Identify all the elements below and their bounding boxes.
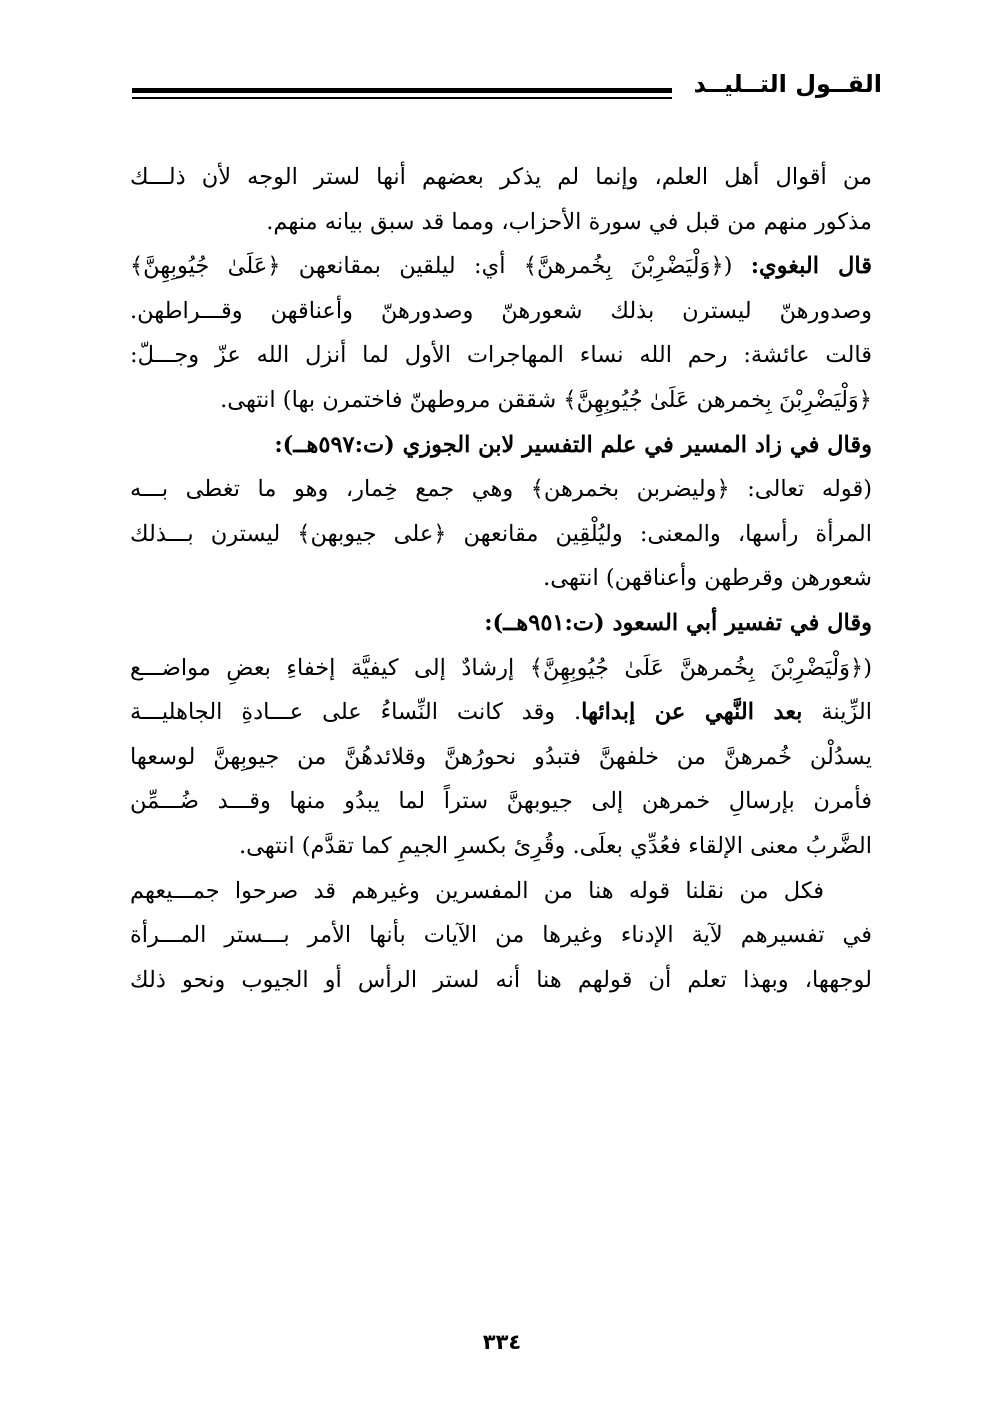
- emphasis-text: بعد النَّهي عن إبدائها: [581, 699, 803, 726]
- quote-source: قال البغوي:: [750, 253, 872, 280]
- body-line: في تفسيرهم لآية الإدناء وغيرها من الآيات بأنها الأمر بـــستر المـــرأة: [130, 922, 872, 949]
- body-line: شعورهن وقرطهن وأعناقهن) انتهى.: [543, 565, 872, 592]
- body-line: المرأة رأسها، والمعنى: وليُلْقِين مقانعهن ﴿على جيوبهن﴾ ليسترن بـــذلك: [130, 520, 872, 547]
- body-line: من أقوال أهل العلم، وإنما لم يذكر بعضهم أنها لستر الوجه لأن ذلـــك: [130, 164, 872, 190]
- body-line: ﴿وَلْيَضْرِبْنَ بِخمرهن عَلَىٰ جُيُوبِهِنَّ﴾ شققن مروطهنّ فاختمرن بها) انتهى.: [220, 386, 872, 413]
- section-heading: وقال في تفسير أبي السعود (ت:٩٥١هــ):: [484, 609, 872, 636]
- body-line: فأمرن بإرسالِ خمرهن إلى جيوبهنَّ ستراً لما يبدُو منها وقـــد ضُـــمِّن: [130, 788, 872, 815]
- running-header: [132, 68, 882, 118]
- section-heading: وقال في زاد المسير في علم التفسير لابن الجوزي (ت:٥٩٧هــ):: [274, 431, 872, 458]
- header-rule-thin: [132, 97, 672, 99]
- page-body: [130, 155, 872, 1002]
- body-line: يسدُلْن خُمرهنَّ من خلفهنَّ فتبدُو نحورُهنَّ وقلائدهُنَّ من جيوبِهنَّ لوسعها: [130, 743, 872, 770]
- body-line: قال البغوي: (﴿وَلْيَضْرِبْنَ بِخُمرهنَّ﴾ أي: ليلقين بمقانعهن ﴿عَلَىٰ جُيُوبِهِنَّ﴾: [130, 253, 872, 280]
- body-line: (﴿وَلْيَضْرِبْنَ بِخُمرهنَّ عَلَىٰ جُيُوبِهِنَّ﴾ إرشادٌ إلى كيفيَّة إخفاءِ بعضِ مواضـــع: [130, 654, 872, 681]
- body-line: قالت عائشة: رحم الله نساء المهاجرات الأول لما أنزل الله عزّ وجـــلّ:: [130, 342, 872, 369]
- page-number: ٣٣٤: [482, 1330, 522, 1354]
- body-line: الضَّربُ معنى الإلقاء فعُدِّي بعلَى. وقُرِئ بكسرِ الجيمِ كما تقدَّم) انتهى.: [239, 832, 872, 859]
- body-line: فكل من نقلنا قوله هنا من المفسرين وغيرهم قد صرحوا جمـــيعهم: [130, 877, 824, 904]
- body-line: الزِّينة بعد النَّهي عن إبدائها. وقد كانت النِّساءُ على عـــادةِ الجاهليـــة: [130, 699, 872, 726]
- body-line: لوجهها، وبهذا تعلم أن قولهم هنا أنه لستر الرأس أو الجيوب ونحو ذلك: [130, 966, 872, 993]
- header-rule: [132, 88, 672, 93]
- body-line: وصدورهنّ ليسترن بذلك شعورهنّ وصدورهنّ وأعناقهن وقـــراطهن.: [130, 297, 872, 324]
- body-line: مذكور منهم من قبل في سورة الأحزاب، ومما قد سبق بيانه منهم.: [266, 208, 872, 235]
- header-title: القــول التــليــد: [693, 70, 882, 98]
- body-line: (قوله تعالى: ﴿وليضربن بخمرهن﴾ وهي جمع خِمار، وهو ما تغطى بـــه: [130, 476, 872, 503]
